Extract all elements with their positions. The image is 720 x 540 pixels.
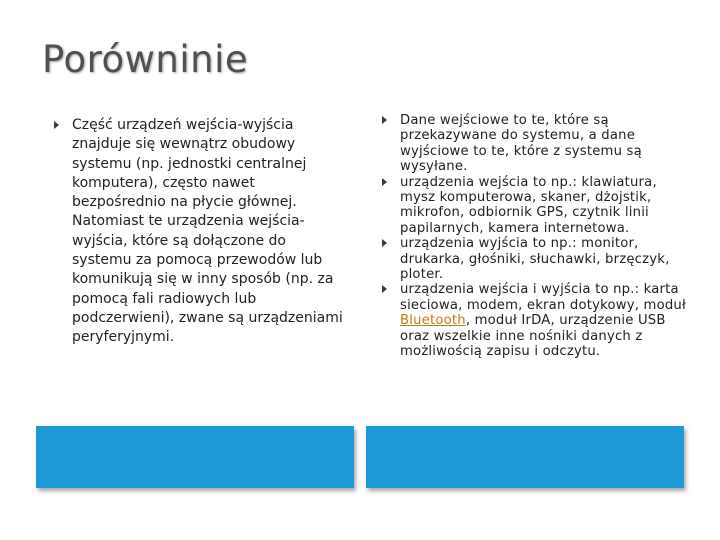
list-item-text: Dane wejściowe to te, które są przekazywane do systemu, a dane wyjściowe to te, które z systemu są wysyłane. — [400, 113, 642, 175]
list-item — [382, 113, 692, 175]
list-item-text-before: urządzenia wejścia i wyjścia to np.: karta sieciowa, modem, ekran dotykowy, moduł — [400, 282, 686, 313]
triangle-bullet-icon — [382, 178, 387, 186]
left-column — [54, 116, 349, 348]
triangle-bullet-icon — [382, 285, 387, 293]
list-item-text: urządzenia wejścia to np.: klawiatura, mysz komputerowa, skaner, dżojstik, mikrofon, odbiornik GPS, czytnik linii papilarnych, kamera internetowa. — [400, 174, 657, 236]
right-column — [382, 113, 692, 360]
list-item — [382, 236, 692, 282]
left-bullet-list — [54, 116, 349, 348]
triangle-bullet-icon — [382, 116, 387, 124]
list-item — [54, 116, 349, 348]
list-item-text: urządzenia wyjścia to np.: monitor, drukarka, głośniki, słuchawki, brzęczyk, ploter. — [400, 236, 670, 283]
left-blue-panel — [36, 426, 354, 488]
list-item-text-after: , moduł IrDA, urządzenie USB oraz wszelkie inne nośniki danych z możliwością zapisu i odczytu. — [400, 313, 666, 360]
list-item-text — [400, 282, 686, 359]
slide-title: Porówninie — [42, 38, 249, 81]
right-bullet-list — [382, 113, 692, 360]
list-item-text: Część urządzeń wejścia-wyjścia znajduje się wewnątrz obudowy systemu (np. jednostki centralnej komputera), często nawet bezpośrednio na płycie głównej. Natomiast te urządzenia wejścia-wyjścia, które są dołączone do systemu za pomocą przewodów lub komunikują się w inny sposób (np. za pomocą fali radiowych lub podczerwieni), zwane są urządzeniami peryferyjnymi. — [72, 117, 343, 346]
triangle-bullet-icon — [382, 239, 387, 247]
list-item — [382, 282, 692, 359]
bluetooth-link[interactable]: Bluetooth — [400, 313, 466, 329]
list-item — [382, 175, 692, 237]
right-blue-panel — [366, 426, 684, 488]
triangle-bullet-icon — [54, 121, 59, 129]
